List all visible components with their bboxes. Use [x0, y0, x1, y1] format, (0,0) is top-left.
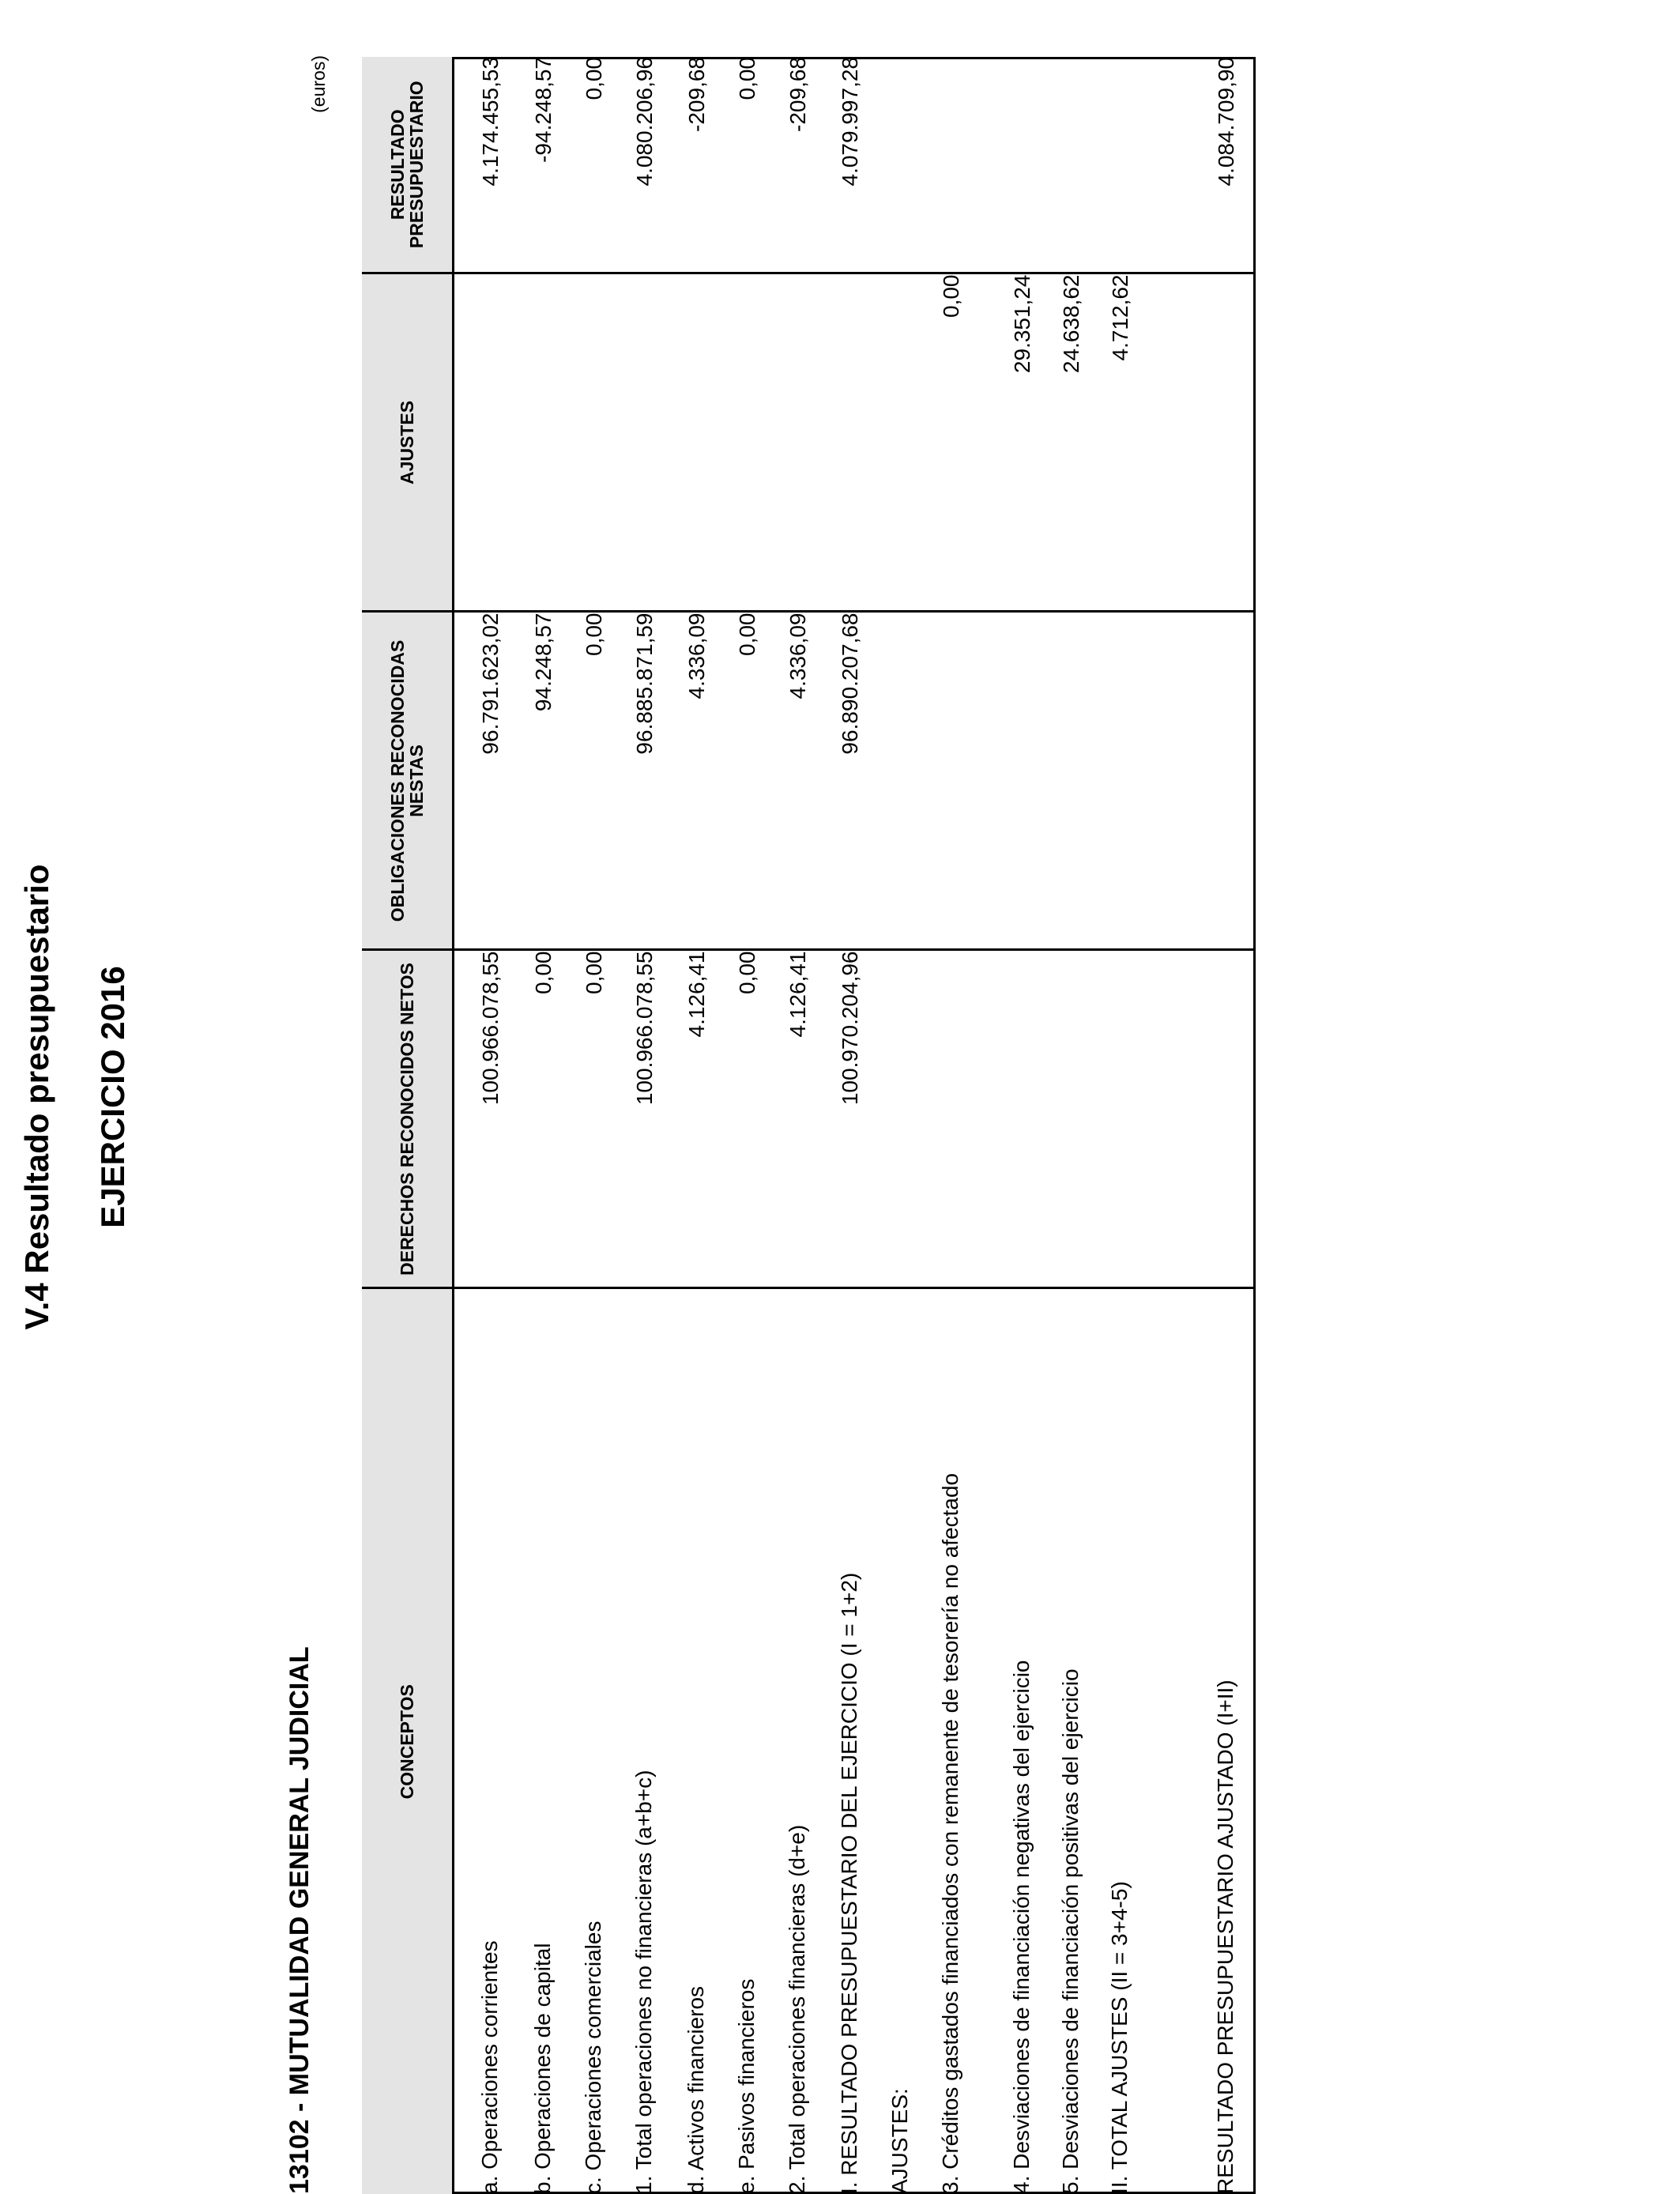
row-obligaciones-value: 0,00: [577, 612, 627, 950]
row-ajustes-value: [833, 273, 883, 612]
row-obligaciones-value: [1005, 612, 1054, 950]
row-obligaciones-value: [1152, 612, 1200, 950]
row-concept: d. Activos financieros: [680, 1288, 730, 2194]
report-subtitle: EJERCICIO 2016: [94, 966, 131, 1228]
row-obligaciones-value: [934, 612, 1005, 950]
row-concept: e. Pasivos financieros: [730, 1288, 781, 2194]
table-row: [1200, 57, 1255, 2194]
row-derechos-value: [883, 950, 934, 1288]
row-ajustes-value: [1200, 273, 1255, 612]
table-row: [1054, 57, 1103, 2194]
row-concept: a. Operaciones corrientes: [454, 1288, 526, 2194]
table-row: [883, 57, 934, 2194]
header-derechos: DERECHOS RECONOCIDOS NETOS: [362, 950, 454, 1288]
row-concept: c. Operaciones comerciales: [577, 1288, 627, 2194]
row-obligaciones-value: 4.336,09: [781, 612, 833, 950]
row-ajustes-value: [577, 273, 627, 612]
row-derechos-value: 0,00: [577, 950, 627, 1288]
header-ajustes: AJUSTES: [362, 273, 454, 612]
row-resultado-value: -209,68: [684, 57, 709, 132]
row-ajustes-value: [526, 273, 577, 612]
row-ajustes-value: 29.351,24: [1005, 273, 1054, 612]
header-conceptos: CONCEPTOS: [362, 1288, 454, 2194]
row-ajustes-value: [883, 273, 934, 612]
row-ajustes-value: 0,00: [934, 273, 1005, 612]
row-ajustes-value: 4.712,62: [1103, 273, 1152, 612]
table-body: [454, 57, 1255, 2194]
table-row: [833, 57, 883, 2194]
row-resultado-value: [1054, 57, 1103, 273]
row-concept: 3. Créditos gastados financiados con remanente de tesorería no afectado: [934, 1288, 1005, 2194]
table-row: [1005, 57, 1054, 2194]
row-concept: I. RESULTADO PRESUPUESTARIO DEL EJERCICIO (I = 1+2): [833, 1288, 883, 2194]
row-concept: AJUSTES:: [883, 1288, 934, 2194]
row-derechos-value: [1054, 950, 1103, 1288]
row-ajustes-value: [1152, 273, 1200, 612]
entity-name: 13102 - MUTUALIDAD GENERAL JUDICIAL: [284, 1646, 315, 2194]
header-obligaciones: OBLIGACIONES RECONOCIDAS NESTAS: [362, 612, 454, 950]
row-derechos-value: [1103, 950, 1152, 1288]
row-concept: 1. Total operaciones no financieras (a+b+c): [627, 1288, 680, 2194]
row-derechos-value: 4.126,41: [781, 950, 833, 1288]
row-derechos-value: 100.970.204,96: [833, 950, 883, 1288]
budget-result-table: [362, 57, 1256, 2194]
row-concept: RESULTADO PRESUPUESTARIO AJUSTADO (I+II): [1200, 1288, 1255, 2194]
table-row: [934, 57, 1005, 2194]
row-resultado-value: 4.079.997,28: [837, 57, 862, 187]
row-resultado-value: 0,00: [734, 57, 759, 100]
row-obligaciones-value: 96.791.623,02: [454, 612, 526, 950]
row-resultado-value: 4.174.455,53: [478, 57, 503, 187]
row-resultado-value: [1005, 57, 1054, 273]
row-derechos-value: 100.966.078,55: [627, 950, 680, 1288]
table-row: [454, 57, 526, 2194]
row-obligaciones-value: 4.336,09: [680, 612, 730, 950]
table-row: [526, 57, 577, 2194]
row-obligaciones-value: 96.885.871,59: [627, 612, 680, 950]
row-concept: [1152, 1288, 1200, 2194]
row-ajustes-value: [781, 273, 833, 612]
row-resultado-value: -209,68: [785, 57, 810, 132]
row-obligaciones-value: 94.248,57: [526, 612, 577, 950]
row-obligaciones-value: [1200, 612, 1255, 950]
row-derechos-value: 0,00: [526, 950, 577, 1288]
row-resultado-value: [1103, 57, 1152, 273]
row-resultado-value: [1152, 57, 1200, 273]
row-concept: 5. Desviaciones de financiación positivas del ejercicio: [1054, 1288, 1103, 2194]
row-resultado-value: 0,00: [581, 57, 606, 100]
row-resultado-value: -94.248,57: [530, 57, 556, 163]
row-ajustes-value: 24.638,62: [1054, 273, 1103, 612]
row-resultado-value: 4.080.206,96: [631, 57, 657, 187]
row-concept: 4. Desviaciones de financiación negativas del ejercicio: [1005, 1288, 1054, 2194]
table-row: [781, 57, 833, 2194]
row-resultado-value: [934, 57, 1005, 273]
row-ajustes-value: [730, 273, 781, 612]
row-derechos-value: 0,00: [730, 950, 781, 1288]
row-concept: 2. Total operaciones financieras (d+e): [781, 1288, 833, 2194]
table-row: [577, 57, 627, 2194]
row-derechos-value: 100.966.078,55: [454, 950, 526, 1288]
row-concept: II. TOTAL AJUSTES (II = 3+4-5): [1103, 1288, 1152, 2194]
row-obligaciones-value: 96.890.207,68: [833, 612, 883, 950]
row-obligaciones-value: [1054, 612, 1103, 950]
row-ajustes-value: [627, 273, 680, 612]
table-row: [680, 57, 730, 2194]
table-row: [627, 57, 680, 2194]
table-header-row: [362, 57, 454, 2194]
row-derechos-value: [1005, 950, 1054, 1288]
row-derechos-value: 4.126,41: [680, 950, 730, 1288]
report-title: V.4 Resultado presupuestario: [18, 864, 55, 1330]
units-label: (euros): [308, 55, 329, 113]
row-obligaciones-value: 0,00: [730, 612, 781, 950]
table-row: [1103, 57, 1152, 2194]
row-ajustes-value: [680, 273, 730, 612]
table-row: [1152, 57, 1200, 2194]
row-derechos-value: [1152, 950, 1200, 1288]
row-derechos-value: [934, 950, 1005, 1288]
row-resultado-value: 4.084.709,90: [1200, 57, 1255, 273]
table-row: [730, 57, 781, 2194]
header-resultado: RESULTADO PRESUPUESTARIO: [362, 57, 454, 273]
row-obligaciones-value: [1103, 612, 1152, 950]
row-derechos-value: [1200, 950, 1255, 1288]
row-resultado-value: [883, 57, 934, 273]
row-concept: b. Operaciones de capital: [526, 1288, 577, 2194]
row-ajustes-value: [454, 273, 526, 612]
row-obligaciones-value: [883, 612, 934, 950]
